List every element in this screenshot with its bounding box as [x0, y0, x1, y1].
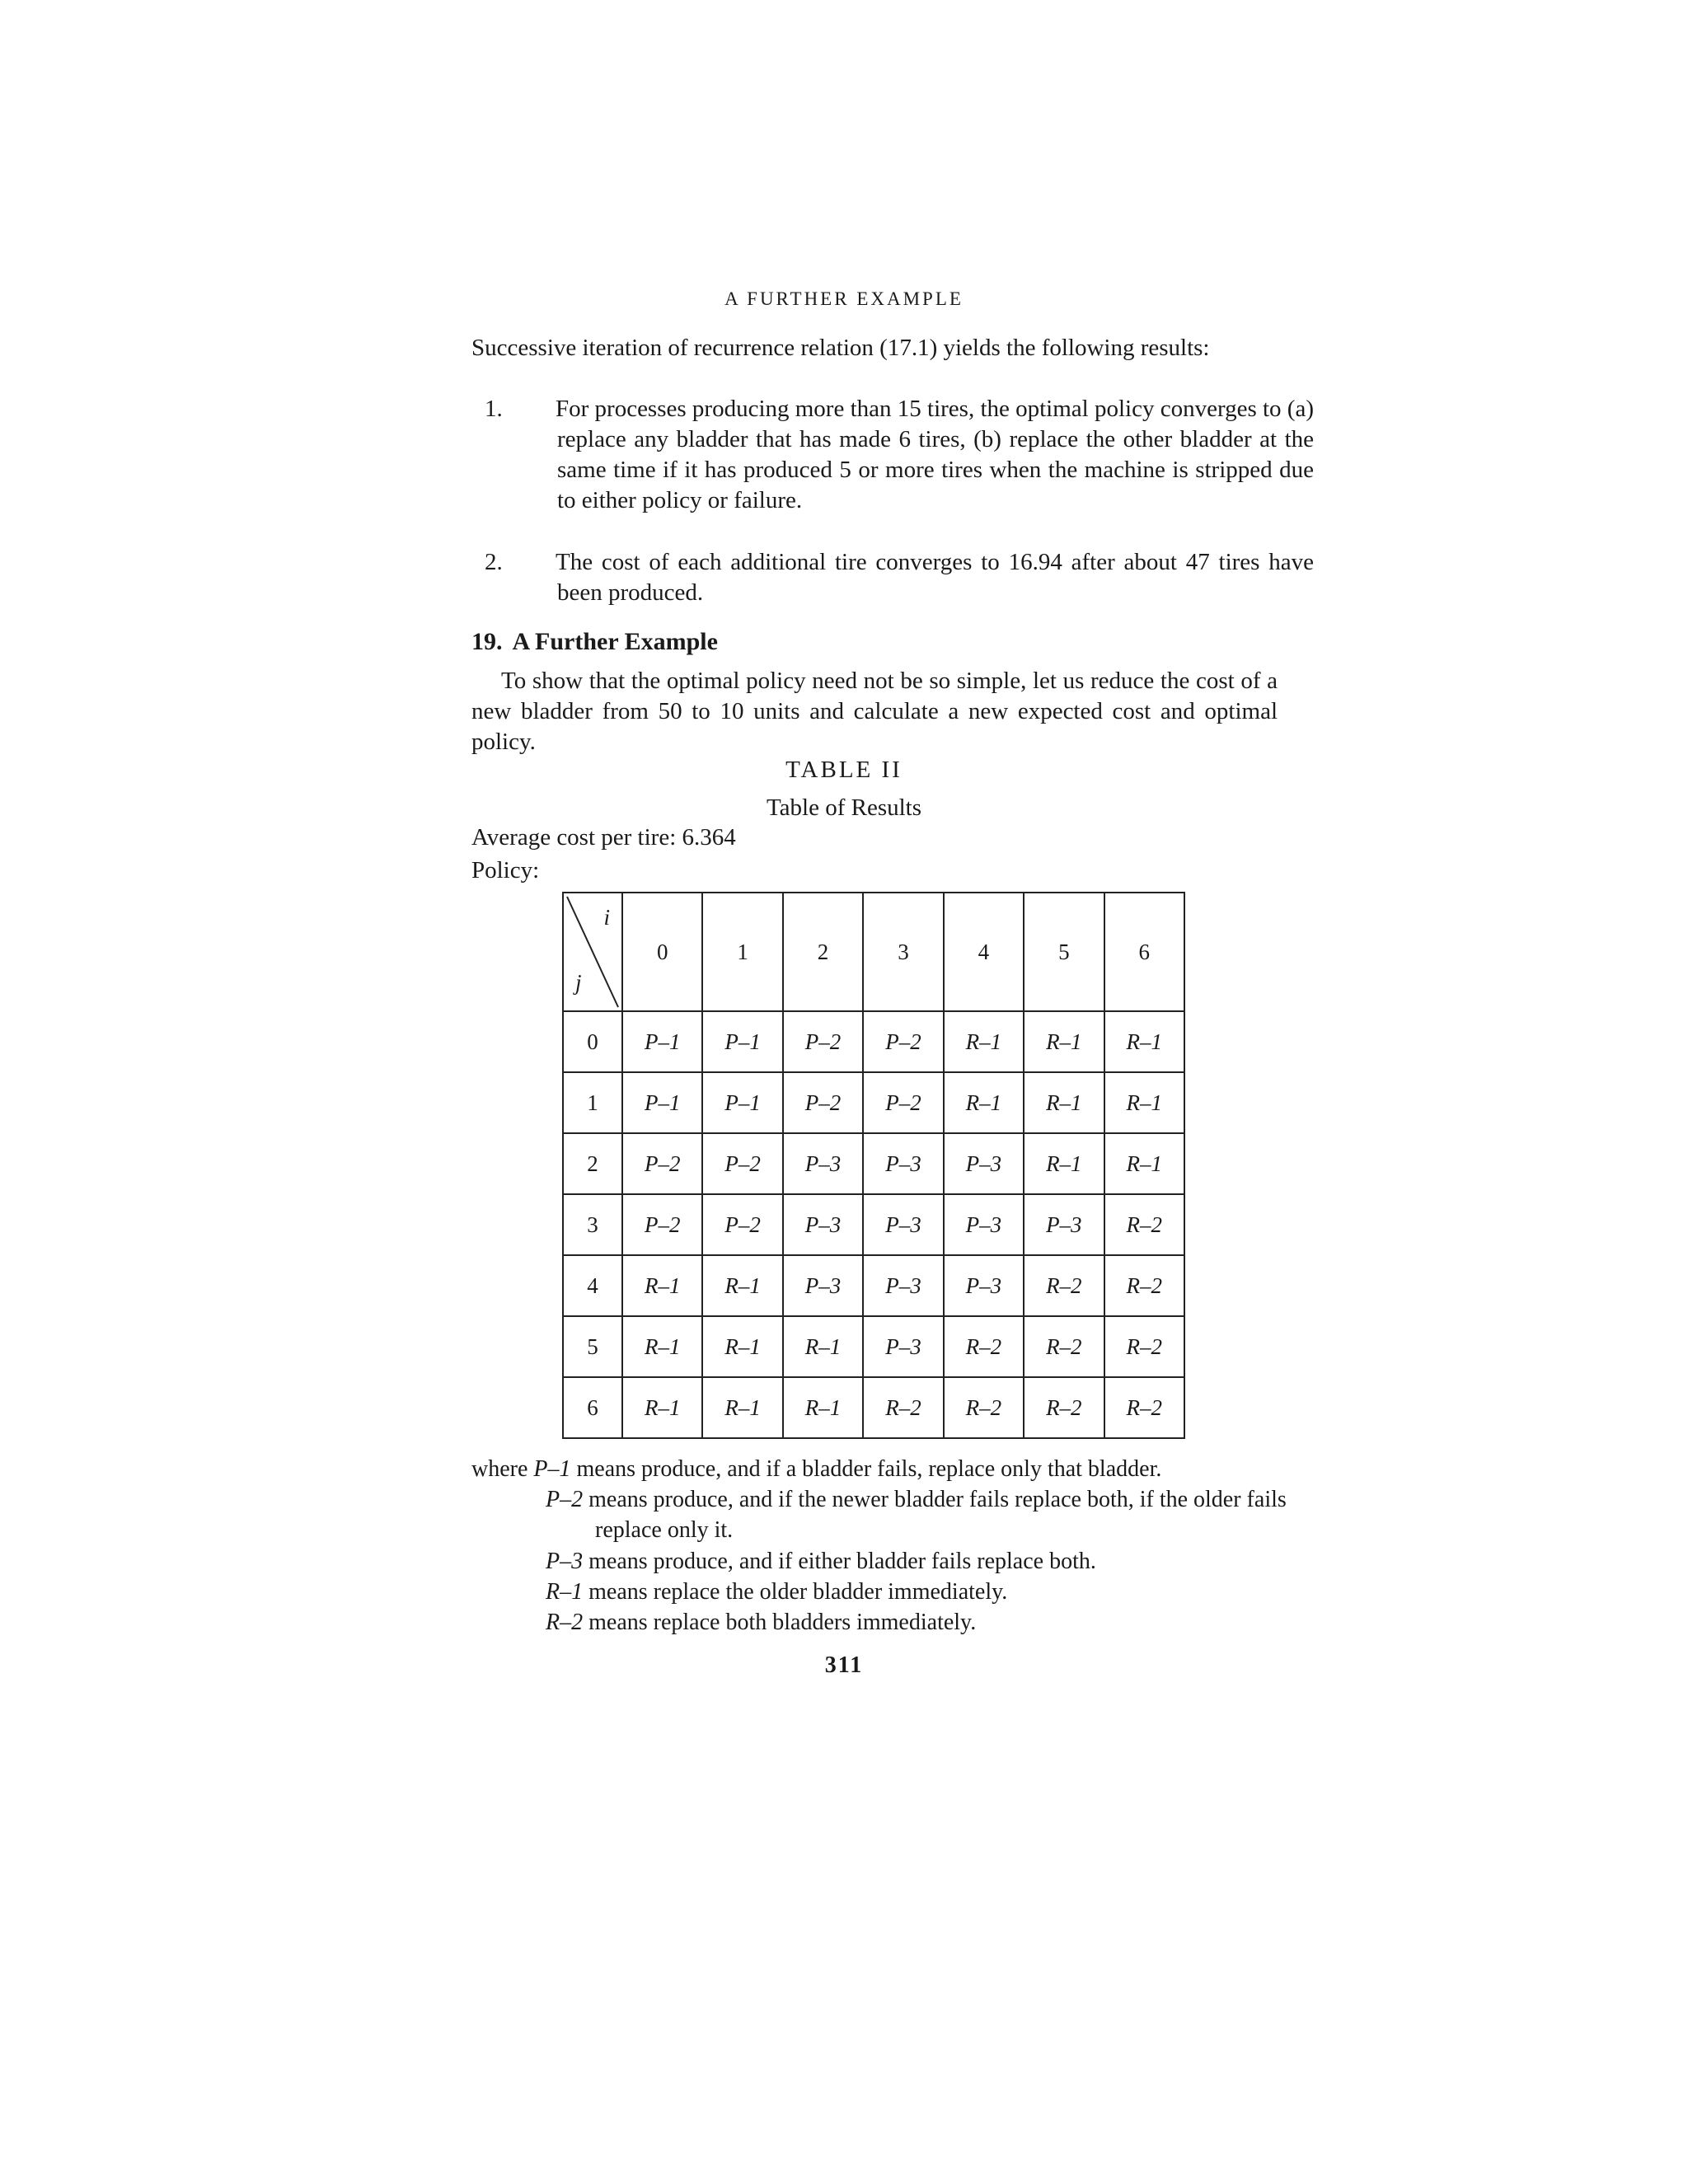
table-row [563, 1072, 1184, 1133]
table-cell: P–1 [702, 1011, 782, 1072]
table-cell: R–1 [702, 1316, 782, 1377]
table-cell: R–2 [1104, 1377, 1184, 1438]
table-cell: R–1 [783, 1316, 863, 1377]
table-cell: P–3 [944, 1255, 1024, 1316]
legend-code: R–1 [546, 1579, 584, 1605]
running-head: A FURTHER EXAMPLE [724, 288, 964, 309]
table-cell: P–2 [702, 1133, 782, 1194]
table-cell: P–3 [944, 1194, 1024, 1255]
table-cell: R–1 [1024, 1133, 1104, 1194]
intro-paragraph [471, 333, 1278, 363]
table-row [563, 1133, 1184, 1194]
table-cell: R–1 [1104, 1011, 1184, 1072]
result-item-1 [485, 394, 1314, 516]
section-title: A Further Example [512, 628, 718, 655]
table-cell: P–3 [783, 1194, 863, 1255]
legend-text: means replace both bladders immediately. [588, 1610, 977, 1635]
column-variable-label: i [603, 905, 610, 930]
table-title: Table of Results [766, 794, 922, 821]
table-cell: R–2 [944, 1377, 1024, 1438]
legend-item-r2 [546, 1607, 1278, 1638]
table-cell: R–1 [702, 1377, 782, 1438]
average-cost: Average cost per tire: 6.364 [471, 824, 736, 851]
row-header: 3 [563, 1194, 622, 1255]
table-cell: P–3 [783, 1133, 863, 1194]
table-cell: P–2 [622, 1194, 702, 1255]
row-header: 1 [563, 1072, 622, 1133]
table-cell: P–3 [1024, 1194, 1104, 1255]
table-cell: P–2 [783, 1072, 863, 1133]
table-cell: P–1 [622, 1072, 702, 1133]
table-cell: R–1 [622, 1316, 702, 1377]
result-number: 2. [485, 549, 503, 575]
table-cell: R–2 [1024, 1255, 1104, 1316]
column-header: 0 [622, 893, 702, 1011]
table-cell: P–3 [944, 1133, 1024, 1194]
legend-code: P–3 [546, 1549, 584, 1574]
table-cell: R–1 [622, 1255, 702, 1316]
legend-text: means produce, and if either bladder fails replace both. [588, 1549, 1096, 1574]
table-cell: R–2 [1104, 1316, 1184, 1377]
table-cell: R–2 [863, 1377, 943, 1438]
table-cell: R–1 [783, 1377, 863, 1438]
legend-text: means produce, and if the newer bladder fails replace both, if the older fails replace only it. [588, 1487, 1287, 1543]
section-paragraph [471, 666, 1278, 757]
table-cell: R–1 [622, 1377, 702, 1438]
page-number: 311 [824, 1652, 864, 1678]
result-number: 1. [485, 396, 503, 422]
table-cell: P–2 [622, 1133, 702, 1194]
column-header: 6 [1104, 893, 1184, 1011]
result-text: The cost of each additional tire converges to 16.94 after about 47 tires have been produced. [556, 549, 1314, 606]
table-cell: P–3 [863, 1194, 943, 1255]
legend-text: means produce, and if a bladder fails, replace only that bladder. [576, 1456, 1162, 1482]
table-cell: P–1 [622, 1011, 702, 1072]
table-cell: R–1 [1024, 1072, 1104, 1133]
legend-item-p3 [546, 1546, 1278, 1577]
row-header: 6 [563, 1377, 622, 1438]
table-row [563, 1377, 1184, 1438]
table-row [563, 1011, 1184, 1072]
legend-code: R–2 [546, 1610, 584, 1635]
legend-item-r1 [546, 1577, 1278, 1607]
legend-code: P–1 [533, 1456, 571, 1482]
legend-item-p1 [471, 1454, 1278, 1484]
table-cell: P–1 [702, 1072, 782, 1133]
column-header: 5 [1024, 893, 1104, 1011]
table-cell: R–2 [944, 1316, 1024, 1377]
column-header: 3 [863, 893, 943, 1011]
policy-table [562, 892, 1185, 1439]
table-cell: P–2 [863, 1072, 943, 1133]
table-cell: R–1 [1104, 1072, 1184, 1133]
result-item-2 [485, 547, 1314, 608]
table-header-row [563, 893, 1184, 1011]
intro-text: Successive iteration of recurrence relation (17.1) yields the following results: [471, 335, 1210, 361]
legend-text: means replace the older bladder immediately. [588, 1579, 1008, 1605]
section-heading [471, 628, 718, 656]
table-cell: P–3 [863, 1316, 943, 1377]
section-number: 19. [471, 628, 503, 655]
table-label: TABLE II [785, 757, 903, 783]
table-cell: R–2 [1024, 1316, 1104, 1377]
table-cell: R–1 [1024, 1011, 1104, 1072]
column-header: 4 [944, 893, 1024, 1011]
row-variable-label: j [575, 970, 582, 995]
table-cell: R–1 [1104, 1133, 1184, 1194]
table-cell: R–1 [944, 1072, 1024, 1133]
table-cell: P–2 [702, 1194, 782, 1255]
table-row [563, 1255, 1184, 1316]
legend-code: P–2 [546, 1487, 584, 1512]
table-cell: P–2 [863, 1011, 943, 1072]
table-cell: P–3 [783, 1255, 863, 1316]
result-text: For processes producing more than 15 tires, the optimal policy converges to (a) replace any bladder that has made 6 tires, (b) replace the other bladder at the same time if it has produced 5 or more tires when the machine is stripped due to either policy or failure. [556, 396, 1314, 513]
diagonal-line-icon [564, 893, 621, 1010]
table-cell: P–2 [783, 1011, 863, 1072]
section-text: To show that the optimal policy need not be so simple, let us reduce the cost of a new bladder from 50 to 10 units and calculate a new expected cost and optimal policy. [471, 668, 1278, 755]
legend-where: where [471, 1456, 528, 1482]
table-cell: R–1 [702, 1255, 782, 1316]
column-header: 1 [702, 893, 782, 1011]
row-header: 5 [563, 1316, 622, 1377]
table-cell: R–2 [1104, 1255, 1184, 1316]
row-header: 4 [563, 1255, 622, 1316]
row-header: 0 [563, 1011, 622, 1072]
table-row [563, 1316, 1184, 1377]
corner-cell [563, 893, 622, 1011]
table-cell: R–2 [1024, 1377, 1104, 1438]
row-header: 2 [563, 1133, 622, 1194]
column-header: 2 [783, 893, 863, 1011]
table-cell: R–1 [944, 1011, 1024, 1072]
policy-label: Policy: [471, 857, 540, 883]
table-cell: P–3 [863, 1133, 943, 1194]
table-row [563, 1194, 1184, 1255]
table-cell: P–3 [863, 1255, 943, 1316]
table-cell: R–2 [1104, 1194, 1184, 1255]
legend-item-p2 [546, 1484, 1327, 1545]
